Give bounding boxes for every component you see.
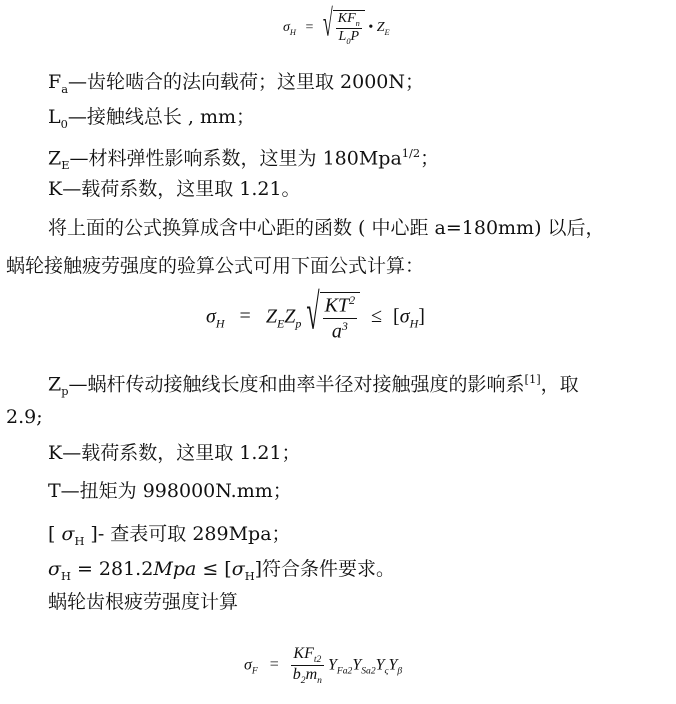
formula-contact-stress: $\sigma_H$ = √ $\frac{KF_n}{L_0P}$ • $Z_E$	[283, 1, 390, 46]
definition-k: K—载荷系数，这里取 1.21。	[48, 178, 301, 200]
definition-l0: $L_0—$接触线总长 , mm；	[48, 106, 256, 131]
definition-k2: K—载荷系数，这里取 1.21；	[48, 442, 301, 464]
definition-fa: $F_a—$齿轮啮合的法向载荷；这里取 2000N；	[48, 71, 425, 96]
paragraph-line: 蜗轮接触疲劳强度的验算公式可用下面公式计算：	[6, 255, 425, 277]
formula-contact-check: $\sigma_H = Z_EZ_p$ √ $\frac{KT^2}{a^3}$ ≤ $[\sigma_H]$	[206, 286, 425, 343]
section-heading: 蜗轮齿根疲劳强度计算	[48, 591, 239, 613]
formula-bending-stress: $\sigma_F$ = $\frac{KF_{t2}}{b_2m_n}$ $Y_{Fa2}Y_{Sa2}Y_\varsigma Y_\beta$	[244, 645, 403, 687]
paragraph-line: 将上面的公式换算成含中心距的函数 ( 中心距 a=180mm) 以后，	[48, 217, 605, 239]
allowable-stress-line: [ $\sigma_H$ ]- 查表可取 289Mpa；	[48, 523, 291, 548]
definition-zp-cont: 2.9;	[6, 406, 43, 428]
definition-ze: $Z_E—$材料弹性影响系数，这里为 180Mpa$^{1/2}$；	[48, 146, 440, 173]
definition-t: T—扭矩为 998000N.mm；	[48, 480, 292, 502]
result-line: $\sigma_H = 281.2Mpa \le [\sigma_H]$符合条件要求。	[48, 558, 396, 583]
definition-zp: $Z_p—$蜗杆传动接触线长度和曲率半径对接触强度的影响系[1]，取	[48, 372, 579, 399]
